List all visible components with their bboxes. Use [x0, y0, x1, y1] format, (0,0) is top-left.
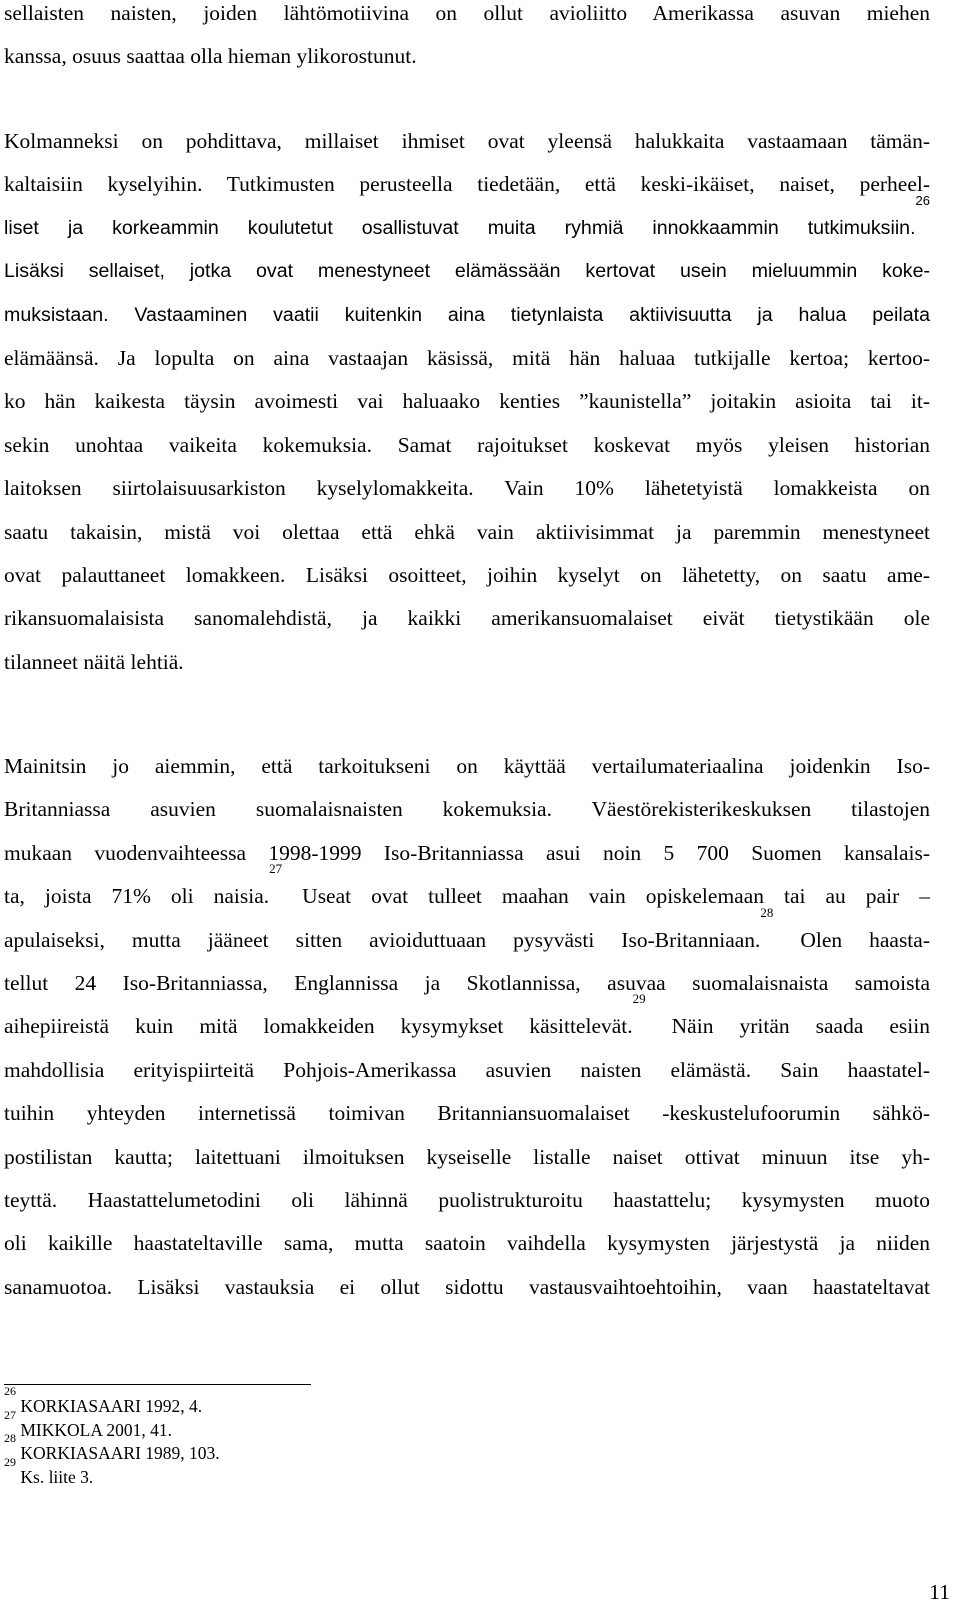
footnote-text: KORKIASAARI 1989, 103.: [20, 1443, 220, 1463]
paragraph-1: [4, 0, 930, 79]
text-segment: Useat ovat tulleet maahan vain opiskelemaan tai au pair –: [282, 884, 930, 909]
footnote-text: Ks. liite 3.: [20, 1466, 94, 1487]
text-line: kanssa, osuus saattaa olla hieman ylikorostunut.: [4, 44, 417, 69]
footnote-number: 27: [4, 1407, 16, 1422]
footnote: [4, 1407, 604, 1443]
text-line: teyttä. Haastattelumetodini oli lähinnä puolistrukturoitu haastattelu; kysymysten muoto: [4, 1188, 930, 1213]
text-segment: Olen haasta-: [773, 927, 930, 952]
text-line: tilanneet näitä lehtiä.: [4, 649, 184, 674]
footnote-text: KORKIASAARI 1992, 4.: [20, 1396, 203, 1416]
footnote-number: 26: [4, 1384, 16, 1398]
text-line: tuihin yhteyden internetissä toimivan Britanniansuomalaiset -keskustelufoorumin sähkö-: [4, 1101, 930, 1126]
text-segment: Näin yritän saada esiin: [645, 1014, 930, 1039]
footnote-ref: 28: [760, 904, 774, 920]
paragraph-2: [4, 120, 930, 684]
footnote-ref: 26: [915, 192, 930, 208]
text-line: Kolmanneksi on pohdittava, millaiset ihmiset ovat yleensä halukkaita vastaamaan tämän-: [4, 129, 930, 153]
footnotes: [4, 1384, 604, 1489]
text-segment: aihepiireistä kuin mitä lomakkeiden kysymykset käsittelevät.: [4, 1014, 633, 1039]
page-number: 11: [929, 1580, 950, 1604]
text-line: [4, 991, 930, 1048]
footnote-ref: 27: [269, 861, 283, 877]
text-line: sekin unohtaa vaikeita kokemuksia. Samat rajoitukset koskevat myös yleisen historian: [4, 432, 930, 457]
text-line: tellut 24 Iso-Britanniassa, Englannissa ja Skotlannissa, asuvaa suomalaisnaista samoista: [4, 971, 930, 996]
text-segment: apulaiseksi, mutta jääneet sitten avioiduttuaan pysyvästi Iso-Britanniaan.: [4, 927, 761, 952]
footnote-separator: [4, 1384, 311, 1385]
text-line: mukaan vuodenvaihteessa 1998-1999 Iso-Britanniassa asui noin 5 700 Suomen kansalais-: [4, 840, 930, 865]
text-line: elämäänsä. Ja lopulta on aina vastaajan käsissä, mitä hän haluaa tutkijalle kertoa; kertoo-: [4, 346, 930, 371]
text-line: [4, 861, 930, 918]
paragraph-3: [4, 745, 930, 1309]
footnote: [4, 1454, 604, 1490]
text-line: Lisäksi sellaiset, jotka ovat menestyneet elämässään kertovat usein mieluummin koke-: [4, 260, 930, 283]
footnote-number: 29: [4, 1454, 16, 1469]
text-line: [4, 192, 930, 250]
text-line: ovat palauttaneet lomakkeen. Lisäksi osoitteet, joihin kyselyt on lähetetty, on saatu ame-: [4, 563, 930, 588]
text-line: Britanniassa asuvien suomalaisnaisten kokemuksia. Väestörekisterikeskuksen tilastojen: [4, 797, 930, 822]
text-line: saatu takaisin, mistä voi olettaa että ehkä vain aktiivisimmat ja paremmin menestyneet: [4, 519, 930, 544]
text-line: Mainitsin jo aiemmin, että tarkoitukseni on käyttää vertailumateriaalina joidenkin Iso-: [4, 754, 930, 778]
text-line: muksistaan. Vastaaminen vaatii kuitenkin aina tietynlaista aktiivisuutta ja halua peilata: [4, 303, 930, 326]
text-segment: liset ja korkeammin koulutetut osallistuvat muita ryhmiä innokkaammin tutkimuksiin.: [4, 216, 916, 239]
footnote-number: 28: [4, 1431, 16, 1445]
text-line: kaltaisiin kyselyihin. Tutkimusten perusteella tiedetään, että keski-ikäiset, naiset, perheel-: [4, 172, 930, 197]
text-line: oli kaikille haastateltaville sama, mutta saatoin vaihdella kysymysten järjestystä ja niiden: [4, 1231, 930, 1256]
footnote-text: MIKKOLA 2001, 41.: [20, 1419, 173, 1440]
text-line: sanamuotoa. Lisäksi vastauksia ei ollut sidottu vastausvaihtoehtoihin, vaan haastateltavat: [4, 1274, 930, 1299]
footnote-ref: 29: [632, 991, 646, 1007]
footnote: [4, 1431, 604, 1466]
text-line: rikansuomalaisista sanomalehdistä, ja kaikki amerikansuomalaiset eivät tietystikään ole: [4, 606, 930, 631]
text-line: [4, 904, 930, 962]
text-line: postilistan kautta; laitettuani ilmoituksen kyseiselle listalle naiset ottivat minuun itse yh-: [4, 1144, 930, 1169]
footnote: [4, 1384, 604, 1419]
text-segment: ta, joista 71% oli naisia.: [4, 884, 270, 909]
text-line: mahdollisia erityispiirteitä Pohjois-Amerikassa asuvien naisten elämästä. Sain haastatel-: [4, 1057, 930, 1082]
text-line: laitoksen siirtolaisuusarkiston kyselylomakkeita. Vain 10% lähetetyistä lomakkeista on: [4, 476, 930, 501]
text-line: sellaisten naisten, joiden lähtömotiivina on ollut avioliitto Amerikassa asuvan miehen: [4, 1, 930, 25]
text-line: ko hän kaikesta täysin avoimesti vai haluaako kenties ”kaunistella” joitakin asioita tai it-: [4, 389, 930, 414]
